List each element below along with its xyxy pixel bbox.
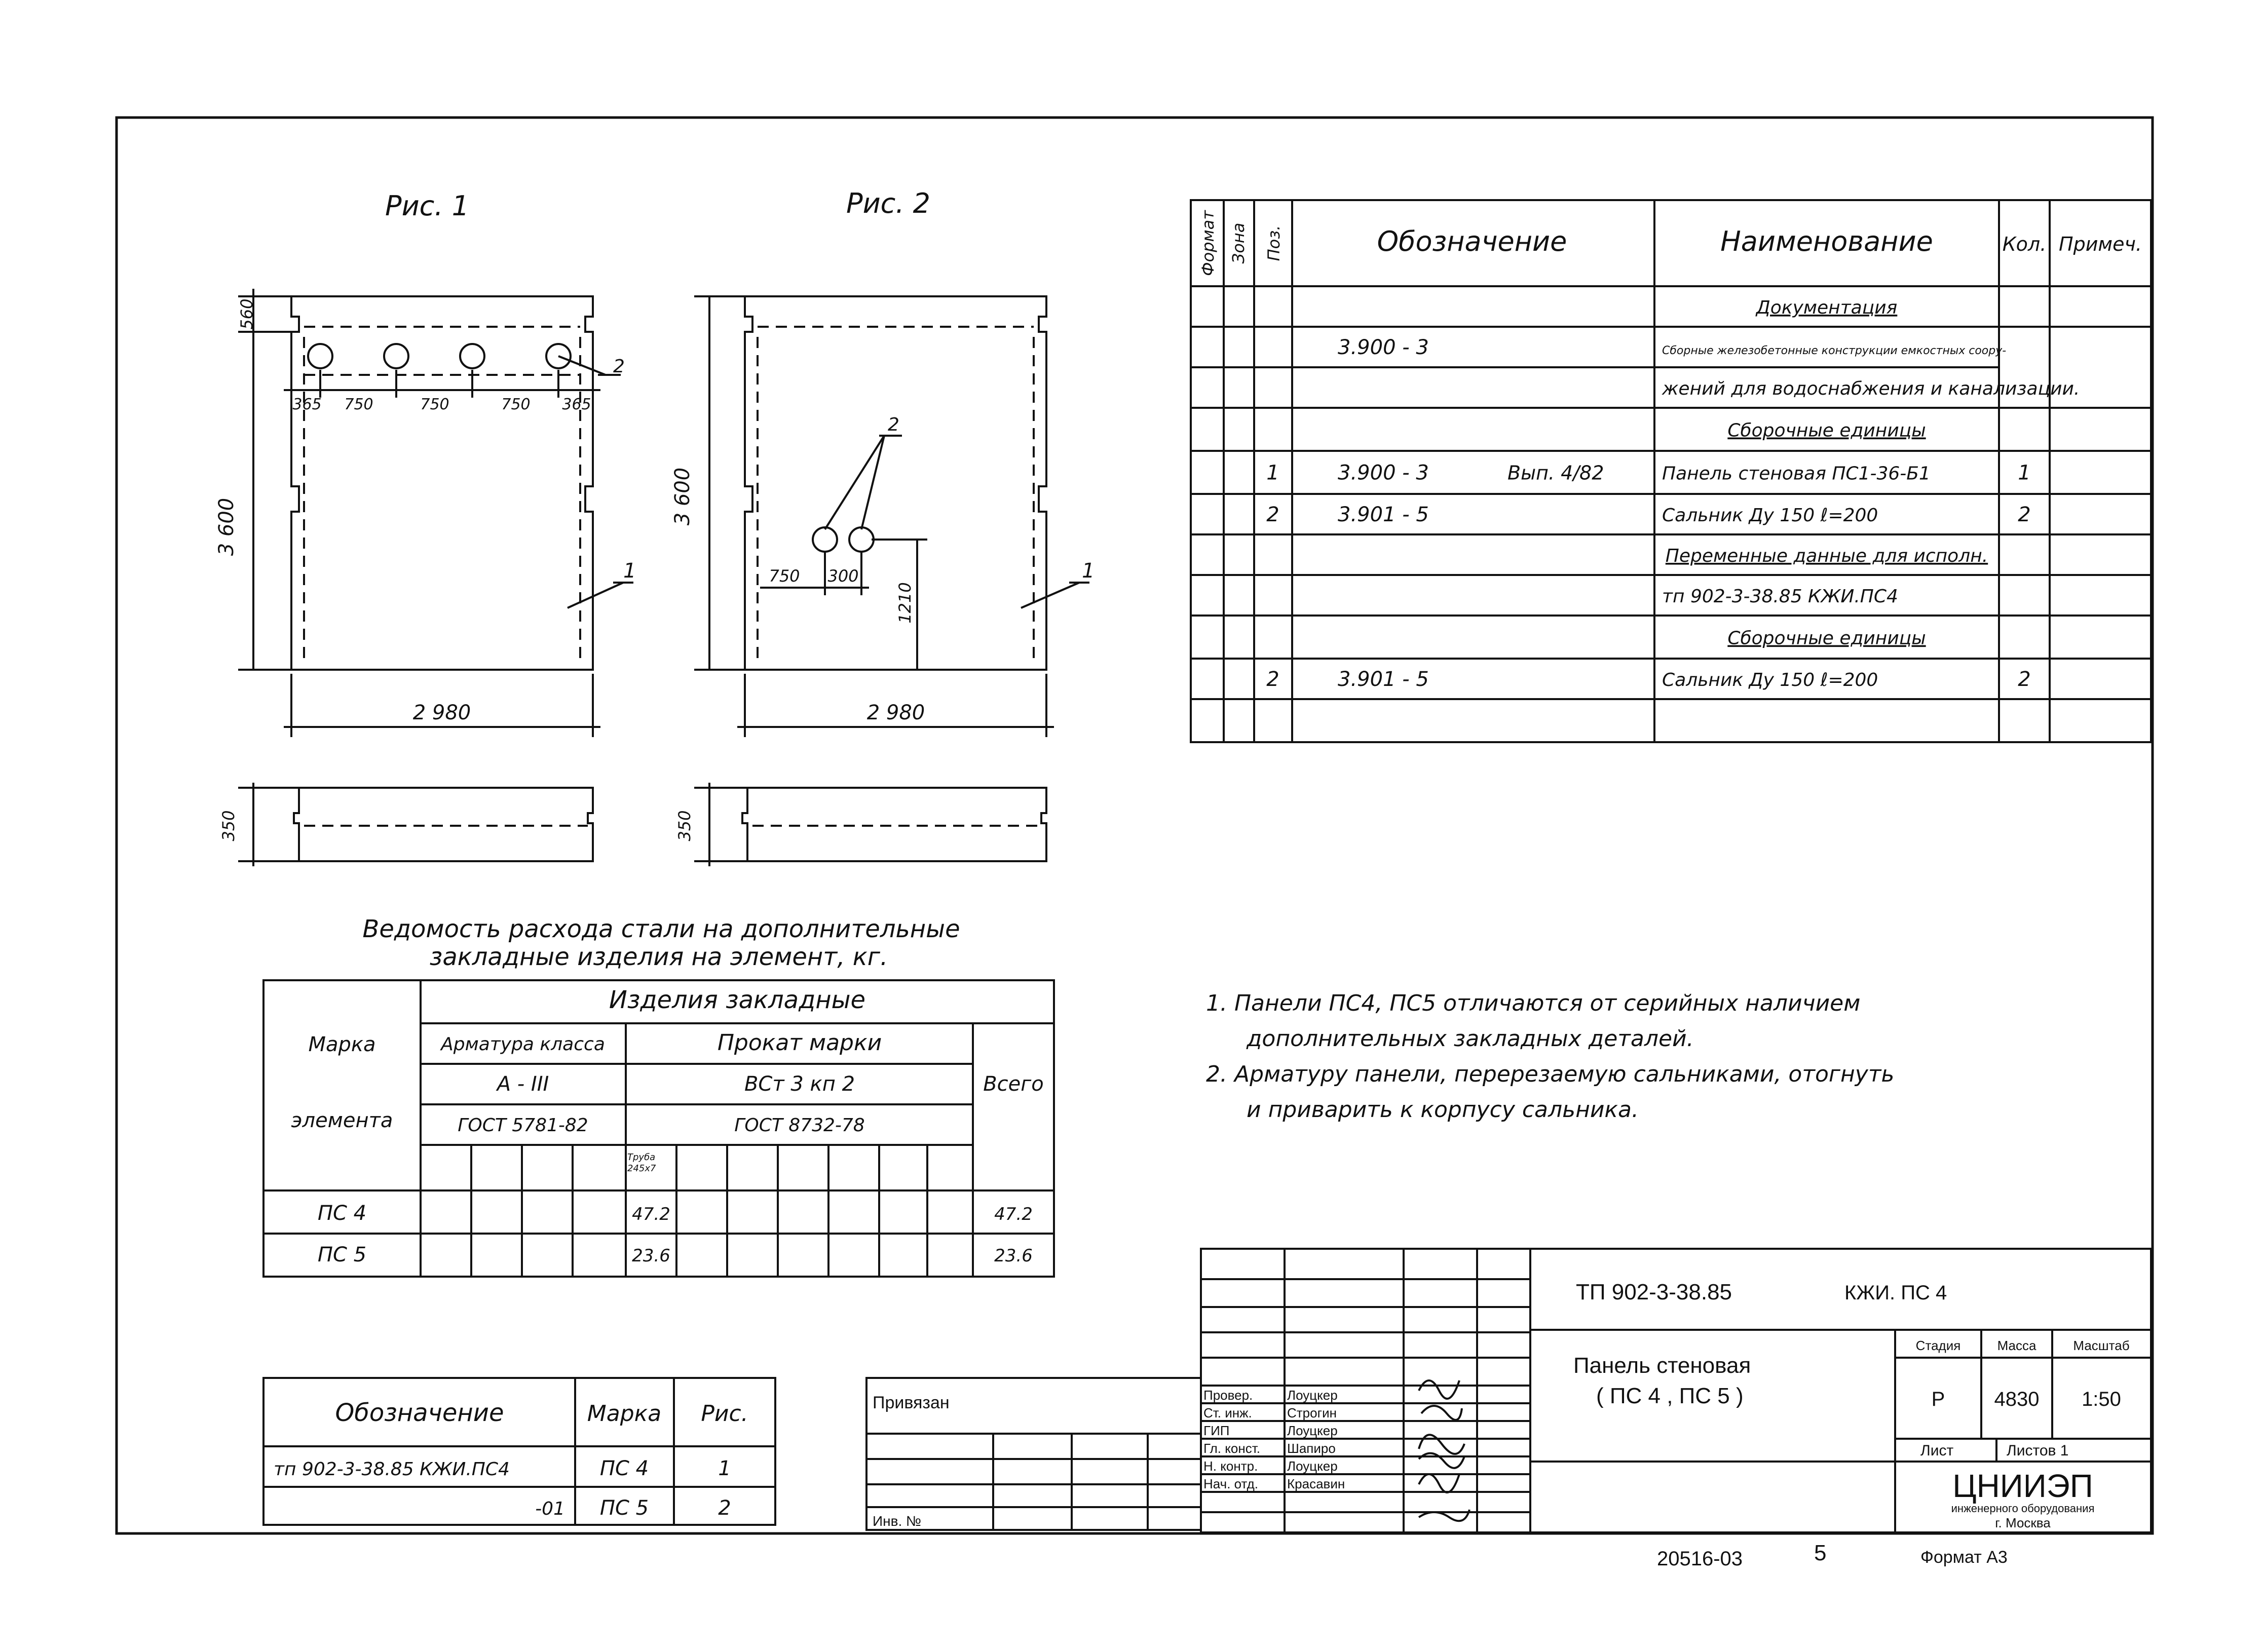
notes <box>1206 990 1894 1123</box>
spec-row-pos: 2 <box>1266 668 1279 691</box>
steel-total-header: Всего <box>983 1072 1044 1096</box>
fig2-title: Рис. 2 <box>846 187 931 219</box>
steel-caption-2: закладные изделия на элемент, кг. <box>429 943 888 971</box>
note-1b: дополнительных закладных деталей. <box>1247 1026 1694 1052</box>
fig1-spacing-1: 365 <box>292 396 322 413</box>
marks-header-designation: Обозначение <box>335 1399 504 1427</box>
role-person: Красавин <box>1287 1476 1345 1491</box>
spec-row-qty: 2 <box>2018 668 2031 691</box>
binding-block <box>866 1378 1201 1530</box>
fig1-spacing-dims <box>292 396 591 413</box>
fig1-spacing-5: 365 <box>562 396 591 413</box>
fig1-hole-1 <box>308 344 332 368</box>
title-org-3: г. Москва <box>1995 1515 2051 1530</box>
fig1-callout-1: 1 <box>623 559 636 583</box>
role-row <box>1203 1423 1338 1438</box>
fig2-hole-2 <box>849 527 874 552</box>
spec-row-name: Панель стеновая ПС1-36-Б1 <box>1662 463 1931 484</box>
footer-archive: 20516-03 <box>1657 1548 1743 1570</box>
steel-group: Изделия закладные <box>609 986 866 1014</box>
footer-format: Формат А3 <box>1920 1548 2008 1567</box>
marks-table <box>263 1378 775 1525</box>
marks-row-designation: тп 902-3-38.85 КЖИ.ПС4 <box>274 1459 510 1480</box>
spec-row-name: Документация <box>1756 297 1898 318</box>
marks-row-mark: ПС 5 <box>599 1496 649 1520</box>
fig1-callout-2: 2 <box>613 356 625 377</box>
steel-mark-2: элемента <box>291 1109 393 1132</box>
spec-row <box>1727 420 1926 441</box>
fig1-spacing-3: 750 <box>420 396 449 413</box>
spec-row <box>1338 336 2006 359</box>
marks-row-fig: 1 <box>718 1457 731 1480</box>
title-org-1: ЦНИИЭП <box>1952 1468 2093 1504</box>
spec-row <box>1727 628 1926 649</box>
fig1-height-dim: 3 600 <box>215 497 238 556</box>
title-mass: 4830 <box>1994 1388 2040 1410</box>
title-name-2: ( ПС 4 , ПС 5 ) <box>1596 1384 1744 1408</box>
marks-row-designation: -01 <box>535 1499 565 1519</box>
role-person: Строгин <box>1287 1405 1337 1420</box>
title-scale: 1:50 <box>2082 1388 2121 1410</box>
steel-row-mark: ПС 4 <box>317 1202 367 1225</box>
steel-caption-1: Ведомость расхода стали на дополнительные <box>362 915 960 943</box>
spec-row-qty: 1 <box>2018 461 2031 485</box>
steel-row-pipe: 23.6 <box>632 1246 670 1266</box>
role-row <box>1203 1476 1345 1491</box>
spec-row-name: тп 902-3-38.85 КЖИ.ПС4 <box>1662 586 1898 607</box>
role-label: Провер. <box>1203 1388 1253 1403</box>
title-stage-label: Стадия <box>1915 1338 1961 1353</box>
spec-header-format: Формат <box>1198 210 1218 276</box>
fig2-height-dim: 3 600 <box>671 467 694 526</box>
spec-table <box>1191 200 2151 742</box>
fig1-thickness-dim: 350 <box>219 810 238 841</box>
marks-row <box>535 1496 731 1520</box>
role-label: Гл. конст. <box>1203 1441 1260 1456</box>
spec-header-note: Примеч. <box>2059 233 2142 255</box>
spec-row-extra: Вып. 4/82 <box>1507 462 1604 484</box>
spec-row-pos: 2 <box>1266 503 1279 526</box>
fig1-spacing-2: 750 <box>344 396 373 413</box>
spec-header-name: Наименование <box>1720 225 1933 257</box>
steel-row <box>318 1243 1033 1266</box>
spec-header-zone: Зона <box>1229 222 1248 264</box>
title-stage: Р <box>1931 1388 1945 1410</box>
spec-row <box>1755 297 1898 318</box>
spec-row-name: Сборные железобетонные конструкции емкостных соору- <box>1662 344 2007 357</box>
steel-row-mark: ПС 5 <box>317 1243 367 1266</box>
title-sheet-label: Лист <box>1920 1442 1954 1459</box>
steel-rebar-gost: ГОСТ 5781-82 <box>458 1115 588 1136</box>
spec-row <box>1662 378 2080 399</box>
binding-inv: Инв. № <box>873 1513 922 1529</box>
spec-header-designation: Обозначение <box>1377 225 1567 257</box>
fig2-elev-dim: 1210 <box>895 582 915 624</box>
spec-row-designation: 3.900 - 3 <box>1338 336 1429 359</box>
steel-row-pipe: 47.2 <box>632 1204 670 1224</box>
steel-rebar-class: Арматура класса <box>441 1034 605 1055</box>
spec-row-name: Сальник Ду 150 ℓ=200 <box>1662 670 1878 690</box>
marks-header-fig: Рис. <box>701 1401 748 1427</box>
fig1-spacing-4: 750 <box>501 396 531 413</box>
spec-header-qty: Кол. <box>2002 233 2047 255</box>
role-row <box>1203 1405 1337 1420</box>
fig2-width-dim: 2 980 <box>866 701 925 724</box>
steel-row-total: 23.6 <box>994 1246 1033 1266</box>
steel-row <box>318 1202 1033 1225</box>
title-sheets-label: Листов 1 <box>2007 1442 2069 1459</box>
role-label: Ст. инж. <box>1203 1405 1252 1420</box>
signatures <box>1419 1380 1469 1521</box>
spec-row-name: Сборочные единицы <box>1727 420 1926 441</box>
role-label: ГИП <box>1203 1423 1230 1438</box>
steel-pipe-1: Труба <box>627 1152 656 1163</box>
fig2-left-dim: 750 <box>769 566 800 586</box>
binding-label: Привязан <box>873 1393 950 1412</box>
spec-row-pos: 1 <box>1266 461 1279 485</box>
role-label: Н. контр. <box>1203 1458 1258 1474</box>
spec-row <box>1266 462 2030 485</box>
fig1-hole-2 <box>384 344 408 368</box>
role-person: Шапиро <box>1287 1441 1336 1456</box>
fig1-hole-3 <box>460 344 484 368</box>
fig1-title: Рис. 1 <box>385 190 470 222</box>
marks-row <box>274 1457 731 1480</box>
steel-rolled-gost: ГОСТ 8732-78 <box>734 1115 865 1136</box>
fig2-callout-2: 2 <box>888 414 899 435</box>
fig1-width-dim: 2 980 <box>412 701 471 724</box>
spec-row <box>1662 586 1898 607</box>
fig2-thickness-dim: 350 <box>675 810 694 841</box>
figure-1 <box>215 190 636 866</box>
spec-row-designation: 3.901 - 5 <box>1338 503 1429 526</box>
role-row <box>1203 1441 1336 1456</box>
spec-row <box>1266 668 2030 691</box>
steel-rebar-grade: А - III <box>497 1072 549 1096</box>
note-1a: 1. Панели ПС4, ПС5 отличаются от серийных наличием <box>1206 990 1861 1016</box>
title-block <box>1201 1249 2151 1532</box>
fig2-callout-1: 1 <box>1082 559 1095 583</box>
title-scale-label: Масштаб <box>2073 1338 2130 1353</box>
title-doc: КЖИ. ПС 4 <box>1844 1282 1947 1304</box>
title-name-1: Панель стеновая <box>1573 1353 1751 1378</box>
fig2-hole-1 <box>813 527 837 552</box>
role-person: Лоуцкер <box>1287 1388 1338 1403</box>
fig1-top-dim: 560 <box>237 298 256 330</box>
marks-header-mark: Марка <box>587 1401 662 1427</box>
spec-row-name: жений для водоснабжения и канализации. <box>1662 378 2080 399</box>
role-row <box>1203 1458 1338 1474</box>
steel-mark-1: Марка <box>308 1033 376 1056</box>
spec-row <box>1266 503 2030 526</box>
role-label: Нач. отд. <box>1203 1476 1258 1491</box>
steel-table <box>263 915 1054 1277</box>
spec-row-name: Сборочные единицы <box>1727 628 1926 649</box>
steel-pipe-2: 245х7 <box>627 1163 656 1174</box>
fig2-between-dim: 300 <box>827 566 859 586</box>
spec-row-name: Переменные данные для исполн. <box>1665 546 1988 566</box>
role-row <box>1203 1388 1338 1403</box>
footer-page: 5 <box>1814 1541 1827 1565</box>
note-2a: 2. Арматуру панели, перерезаемую сальниками, отогнуть <box>1206 1061 1895 1087</box>
spec-row <box>1666 546 1988 566</box>
steel-rolled-grade: ВСт 3 кп 2 <box>744 1072 855 1096</box>
steel-row-total: 47.2 <box>994 1204 1033 1224</box>
spec-row-designation: 3.900 - 3 <box>1338 461 1429 485</box>
role-person: Лоуцкер <box>1287 1458 1338 1474</box>
role-person: Лоуцкер <box>1287 1423 1338 1438</box>
note-2b: и приварить к корпусу сальника. <box>1247 1097 1639 1123</box>
title-org-2: инженерного оборудования <box>1951 1502 2095 1515</box>
marks-row-fig: 2 <box>718 1496 731 1520</box>
spec-header-pos: Поз. <box>1264 225 1284 261</box>
spec-row-name: Сальник Ду 150 ℓ=200 <box>1662 505 1878 526</box>
title-code: ТП 902-3-38.85 <box>1576 1280 1732 1304</box>
title-mass-label: Масса <box>1997 1338 2036 1353</box>
steel-rolled: Прокат марки <box>717 1030 882 1056</box>
marks-row-mark: ПС 4 <box>599 1457 649 1480</box>
spec-row-qty: 2 <box>2018 503 2031 526</box>
figure-2 <box>671 187 1095 866</box>
spec-row-designation: 3.901 - 5 <box>1338 668 1429 691</box>
